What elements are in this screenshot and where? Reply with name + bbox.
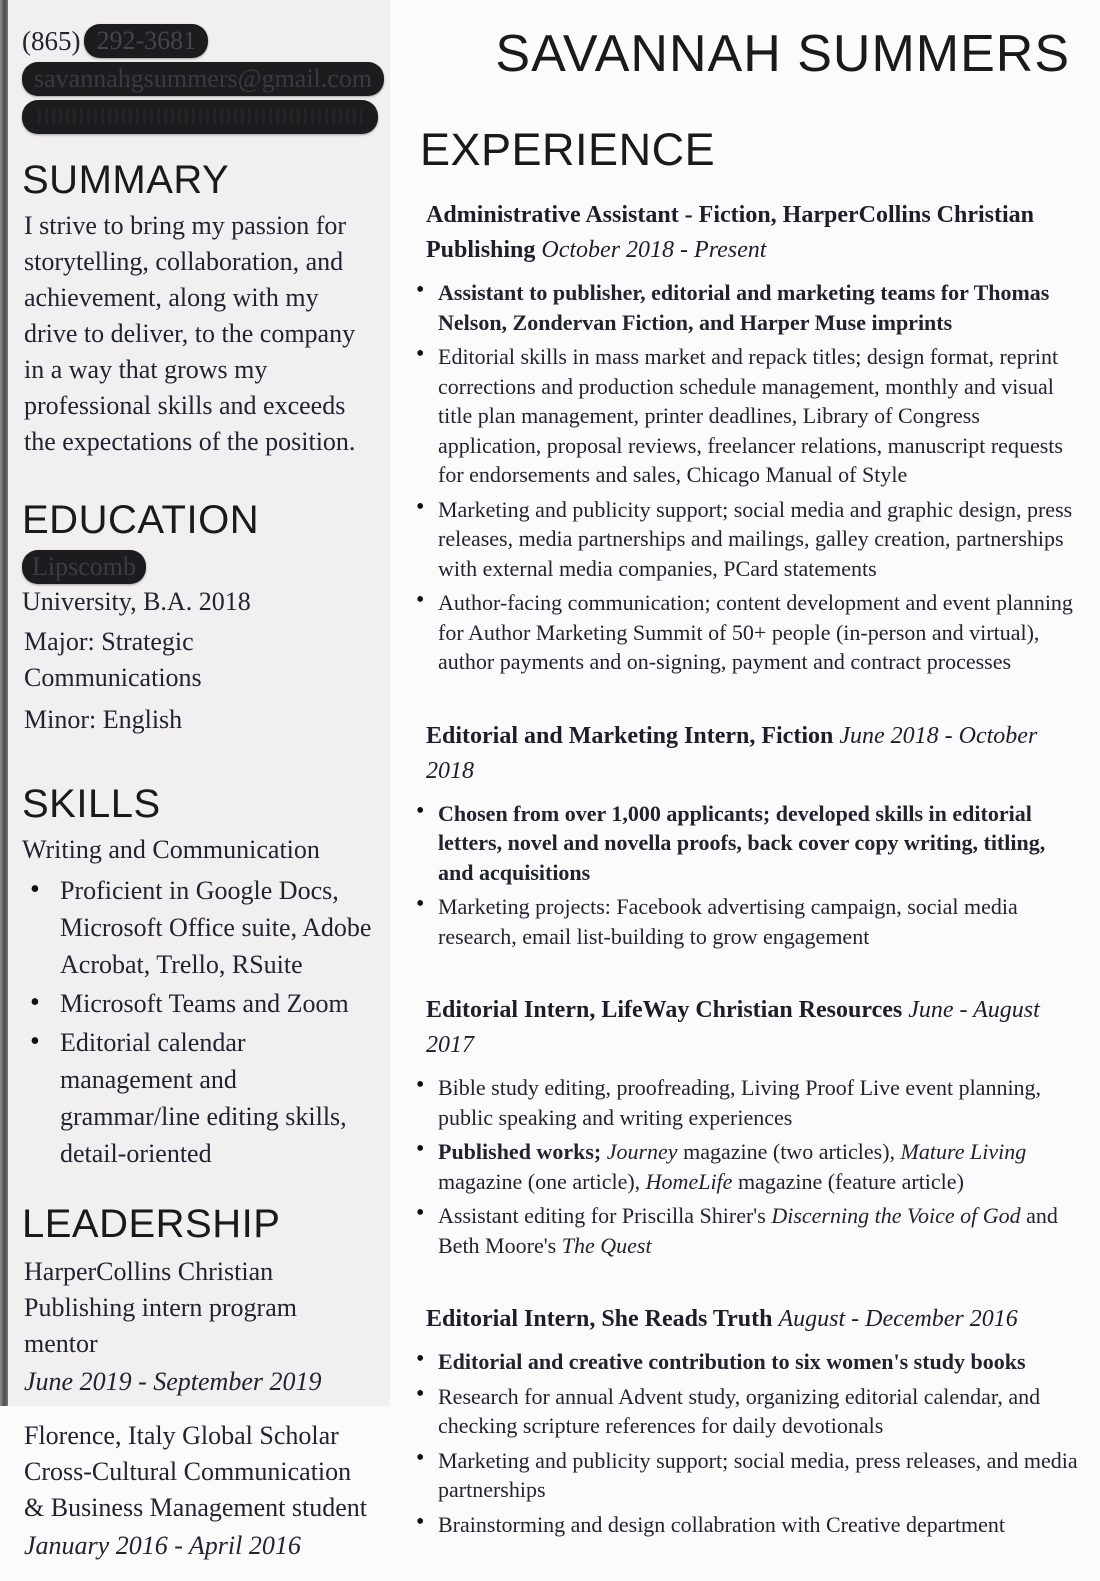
job-title — [426, 1302, 1074, 1337]
job-date: June 2018 - October 2018 — [426, 722, 1038, 784]
redacted-school-text: Lipscomb — [32, 552, 136, 581]
job-bullet — [412, 1073, 1086, 1132]
skills-bullet: • Editorial calendar management and grammar/line editing skills, detail-oriented — [22, 1024, 378, 1172]
job-bullet — [412, 342, 1086, 490]
text-run: Marketing projects: Facebook advertising campaign, social media research, email list-building to grow engagement — [438, 894, 1018, 949]
experience-heading: EXPERIENCE — [420, 124, 716, 175]
text-run: Assistant to publisher, editorial and marketing teams for Thomas Nelson, Zondervan Fiction, and Harper Muse imprints — [438, 280, 1050, 335]
education-school-line — [22, 550, 378, 620]
summary-text: I strive to bring my passion for storytelling, collaboration, and achievement, along with my drive to deliver, to the company in a way that grows my professional skills and exceeds the expectations of the position. — [24, 211, 356, 456]
leadership-items — [22, 1254, 378, 1564]
redacted-website — [22, 100, 378, 134]
job-bullets — [412, 1347, 1086, 1539]
left-edge-strip — [0, 0, 8, 1406]
leadership-item — [22, 1254, 378, 1400]
text-run: Marketing and publicity support; social media and graphic design, press releases, media partnerships and mailings, galley creation, partnerships with external media companies, PCard statements — [438, 496, 1073, 581]
redacted-email-text: savannahgsummers@gmail.com — [34, 64, 373, 93]
text-run: Bible study editing, proofreading, Living Proof Live event planning, public speaking and writing experiences — [438, 1075, 1042, 1130]
email-line — [22, 62, 378, 96]
job-bullet — [412, 799, 1086, 888]
text-run: magazine (two articles), — [677, 1139, 901, 1164]
main-column — [390, 0, 1100, 1581]
redacted-website-scribble — [38, 109, 362, 124]
education-degree: University, B.A. 2018 — [22, 587, 251, 616]
text-run: Journey — [606, 1139, 678, 1164]
job-bullets — [412, 799, 1086, 952]
text-run: Editorial skills in mass market and repack titles; design format, reprint corrections and production schedule management, monthly and visual title plan management, printer deadlines, Library of Congress application, proposal reviews, freelancer relations, manuscript requests for endorsements and sales, Chicago Manual of Style — [438, 344, 1063, 487]
job-title — [426, 993, 1074, 1063]
experience-jobs — [412, 198, 1086, 1539]
redacted-phone-text: 292-3681 — [96, 26, 197, 55]
text-run: Chosen from over 1,000 applicants; developed skills in editorial letters, novel and novella proofs, back cover copy writing, titling, and acquisitions — [438, 800, 1046, 885]
job-bullet — [412, 495, 1086, 584]
leadership-heading: LEADERSHIP — [22, 1202, 281, 1246]
job-bullet — [412, 278, 1086, 337]
text-run: The Quest — [561, 1232, 652, 1258]
job-bullet — [412, 1446, 1086, 1505]
leadership-text: Florence, Italy Global Scholar Cross-Cultural Communication & Business Management student — [24, 1421, 368, 1522]
job-title-text: Editorial and Marketing Intern, Fiction — [426, 722, 840, 749]
redacted-phone — [84, 24, 208, 58]
job-entry — [412, 719, 1086, 952]
job-date: August - December 2016 — [778, 1306, 1018, 1332]
education-heading: EDUCATION — [22, 498, 260, 542]
job-bullet — [412, 1137, 1086, 1196]
job-title — [426, 719, 1074, 789]
skills-list — [22, 872, 378, 1172]
text-run: Marketing and publicity support; social media, press releases, and media partnerships — [438, 1447, 1078, 1502]
text-run: HomeLife — [645, 1168, 733, 1194]
redacted-email — [22, 62, 384, 96]
text-run: Mature Living — [900, 1139, 1027, 1164]
summary-heading: SUMMARY — [22, 158, 230, 202]
skills-bullet: • Microsoft Teams and Zoom — [22, 985, 378, 1022]
job-entry — [412, 198, 1086, 677]
phone-line — [22, 24, 378, 58]
text-run: Author-facing communication; content development and event planning for Author Marketing Summit of 50+ people (in-person and virtual), author payments and on-signing, payment and contract processes — [438, 590, 1073, 674]
leadership-item — [22, 1418, 378, 1564]
job-bullet — [412, 1201, 1086, 1260]
text-run: Research for annual Advent study, organizing editorial calendar, and checking scripture references for daily devotionals — [438, 1383, 1041, 1438]
text-run: Assistant editing for Priscilla Shirer's — [438, 1203, 772, 1228]
leadership-text: HarperCollins Christian Publishing intern program mentor — [24, 1257, 297, 1358]
skills-bullet: • Proficient in Google Docs, Microsoft Office suite, Adobe Acrobat, Trello, RSuite — [22, 872, 378, 983]
contact-block — [22, 24, 378, 134]
text-run: Published works; — [438, 1139, 607, 1164]
job-bullets — [412, 1073, 1086, 1260]
resume-name: SAVANNAH SUMMERS — [495, 25, 1070, 83]
job-bullet — [412, 588, 1086, 677]
job-date: October 2018 - Present — [541, 237, 767, 263]
text-run: Editorial and creative contribution to six women's study books — [438, 1349, 1026, 1374]
text-run: magazine (feature article) — [732, 1168, 964, 1194]
education-minor: Minor: English — [24, 705, 183, 734]
skills-subheading: Writing and Communication — [22, 835, 320, 864]
job-title-text: Administrative Assistant - Fiction, HarperCollins Christian Publishing — [426, 202, 1035, 263]
skills-heading: SKILLS — [22, 782, 161, 826]
phone-prefix: (865) — [22, 25, 81, 56]
job-title-text: Editorial Intern, She Reads Truth — [426, 1306, 779, 1332]
job-date: June - August 2017 — [426, 997, 1040, 1058]
education-major: Major: Strategic Communications — [24, 627, 202, 692]
website-line — [22, 100, 378, 134]
text-run: Discerning the Voice of God — [771, 1203, 1021, 1228]
job-bullet — [412, 1347, 1086, 1377]
job-entry — [412, 1302, 1086, 1539]
job-bullet — [412, 1510, 1086, 1540]
text-run: Brainstorming and design collabration with Creative department — [438, 1511, 1005, 1537]
job-bullets — [412, 278, 1086, 677]
leadership-date: January 2016 - April 2016 — [24, 1531, 301, 1560]
job-title-text: Editorial Intern, LifeWay Christian Resources — [426, 997, 909, 1023]
leadership-date: June 2019 - September 2019 — [24, 1367, 322, 1396]
redacted-school — [22, 550, 146, 584]
text-run: magazine (one article), — [438, 1168, 646, 1194]
job-entry — [412, 993, 1086, 1260]
sidebar — [8, 0, 390, 1560]
job-bullet — [412, 1382, 1086, 1441]
job-bullet — [412, 892, 1086, 951]
job-title — [426, 198, 1074, 268]
text-run: and Beth Moore's — [438, 1203, 1058, 1258]
